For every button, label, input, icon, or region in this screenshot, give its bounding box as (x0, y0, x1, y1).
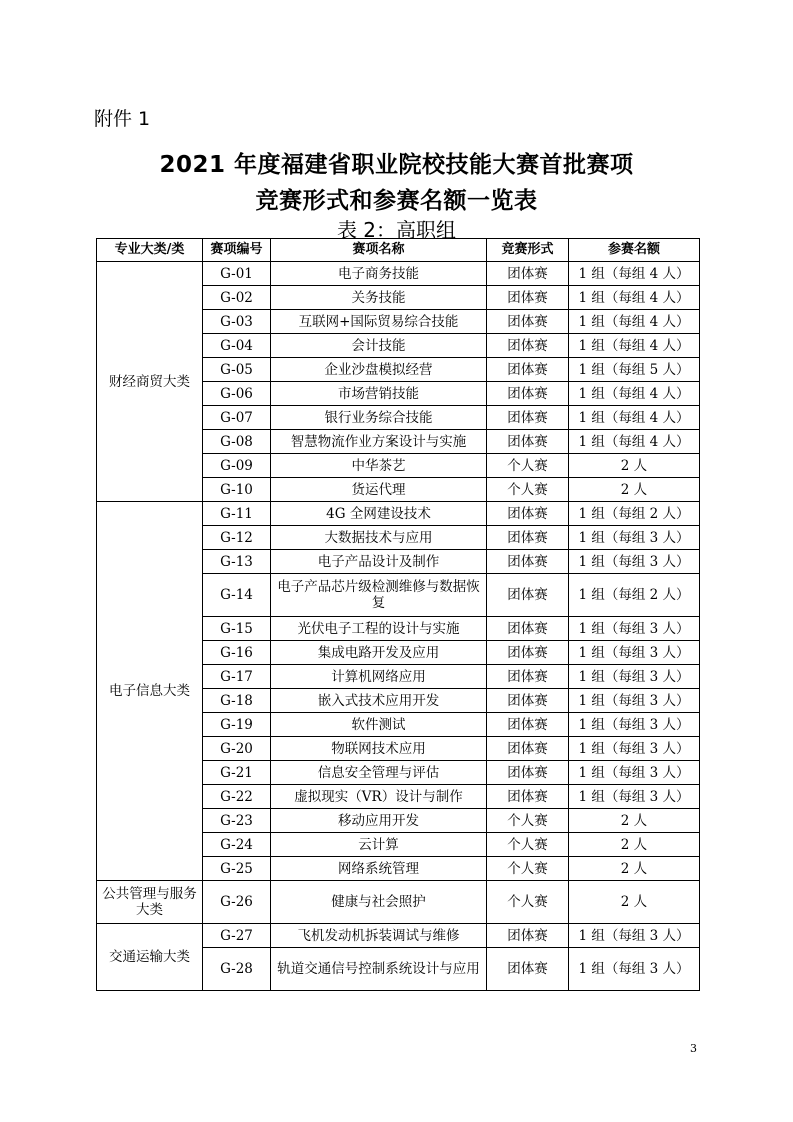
header-category: 专业大类/类 (97, 239, 203, 262)
quota-cell: 1 组（每组 3 人） (569, 550, 700, 574)
form-cell: 个人赛 (487, 809, 569, 833)
category-cell: 交通运输大类 (97, 924, 203, 991)
code-cell: G-01 (203, 262, 271, 286)
category-cell: 财经商贸大类 (97, 262, 203, 502)
name-cell: 银行业务综合技能 (271, 406, 487, 430)
form-cell: 团体赛 (487, 924, 569, 948)
name-cell: 软件测试 (271, 713, 487, 737)
name-cell: 电子产品芯片级检测维修与数据恢复 (271, 574, 487, 617)
table-row (97, 502, 700, 526)
header-quota: 参赛名额 (569, 239, 700, 262)
name-cell: 移动应用开发 (271, 809, 487, 833)
quota-cell: 1 组（每组 4 人） (569, 406, 700, 430)
form-cell: 团体赛 (487, 948, 569, 991)
code-cell: G-09 (203, 454, 271, 478)
code-cell: G-18 (203, 689, 271, 713)
code-cell: G-12 (203, 526, 271, 550)
code-cell: G-13 (203, 550, 271, 574)
table-row (97, 881, 700, 924)
table-header-row (97, 239, 700, 262)
name-cell: 互联网+国际贸易综合技能 (271, 310, 487, 334)
code-cell: G-15 (203, 617, 271, 641)
name-cell: 云计算 (271, 833, 487, 857)
quota-cell: 2 人 (569, 881, 700, 924)
code-cell: G-05 (203, 358, 271, 382)
code-cell: G-11 (203, 502, 271, 526)
header-form: 竞赛形式 (487, 239, 569, 262)
code-cell: G-25 (203, 857, 271, 881)
name-cell: 中华茶艺 (271, 454, 487, 478)
name-cell: 嵌入式技术应用开发 (271, 689, 487, 713)
form-cell: 团体赛 (487, 641, 569, 665)
quota-cell: 1 组（每组 5 人） (569, 358, 700, 382)
form-cell: 团体赛 (487, 430, 569, 454)
code-cell: G-08 (203, 430, 271, 454)
form-cell: 团体赛 (487, 574, 569, 617)
form-cell: 个人赛 (487, 833, 569, 857)
form-cell: 个人赛 (487, 881, 569, 924)
form-cell: 团体赛 (487, 382, 569, 406)
document-title-line1: 2021 年度福建省职业院校技能大赛首批赛项 (159, 152, 634, 178)
form-cell: 团体赛 (487, 665, 569, 689)
quota-cell: 1 组（每组 4 人） (569, 382, 700, 406)
code-cell: G-06 (203, 382, 271, 406)
name-cell: 集成电路开发及应用 (271, 641, 487, 665)
name-cell: 4G 全网建设技术 (271, 502, 487, 526)
name-cell: 电子商务技能 (271, 262, 487, 286)
name-cell: 物联网技术应用 (271, 737, 487, 761)
code-cell: G-16 (203, 641, 271, 665)
code-cell: G-19 (203, 713, 271, 737)
quota-cell: 1 组（每组 3 人） (569, 924, 700, 948)
quota-cell: 1 组（每组 3 人） (569, 617, 700, 641)
page-number: 3 (690, 1042, 697, 1055)
quota-cell: 1 组（每组 3 人） (569, 785, 700, 809)
name-cell: 电子产品设计及制作 (271, 550, 487, 574)
code-cell: G-24 (203, 833, 271, 857)
name-cell: 飞机发动机拆装调试与维修 (271, 924, 487, 948)
code-cell: G-21 (203, 761, 271, 785)
form-cell: 团体赛 (487, 334, 569, 358)
header-name: 赛项名称 (271, 239, 487, 262)
quota-cell: 1 组（每组 3 人） (569, 689, 700, 713)
code-cell: G-22 (203, 785, 271, 809)
form-cell: 团体赛 (487, 358, 569, 382)
competition-table (96, 238, 700, 991)
table-row (97, 924, 700, 948)
name-cell: 市场营销技能 (271, 382, 487, 406)
name-cell: 关务技能 (271, 286, 487, 310)
form-cell: 团体赛 (487, 785, 569, 809)
table-subtitle: 表 2：高职组 (336, 218, 457, 242)
name-cell: 光伏电子工程的设计与实施 (271, 617, 487, 641)
code-cell: G-10 (203, 478, 271, 502)
form-cell: 团体赛 (487, 689, 569, 713)
form-cell: 团体赛 (487, 526, 569, 550)
form-cell: 团体赛 (487, 310, 569, 334)
quota-cell: 1 组（每组 3 人） (569, 641, 700, 665)
form-cell: 团体赛 (487, 550, 569, 574)
quota-cell: 1 组（每组 4 人） (569, 286, 700, 310)
quota-cell: 1 组（每组 3 人） (569, 948, 700, 991)
table-row (97, 262, 700, 286)
name-cell: 网络系统管理 (271, 857, 487, 881)
quota-cell: 1 组（每组 3 人） (569, 526, 700, 550)
quota-cell: 1 组（每组 2 人） (569, 502, 700, 526)
form-cell: 团体赛 (487, 286, 569, 310)
code-cell: G-03 (203, 310, 271, 334)
form-cell: 个人赛 (487, 478, 569, 502)
quota-cell: 2 人 (569, 809, 700, 833)
form-cell: 团体赛 (487, 713, 569, 737)
form-cell: 团体赛 (487, 406, 569, 430)
code-cell: G-04 (203, 334, 271, 358)
name-cell: 虚拟现实（VR）设计与制作 (271, 785, 487, 809)
quota-cell: 1 组（每组 2 人） (569, 574, 700, 617)
code-cell: G-23 (203, 809, 271, 833)
name-cell: 信息安全管理与评估 (271, 761, 487, 785)
quota-cell: 1 组（每组 3 人） (569, 761, 700, 785)
name-cell: 货运代理 (271, 478, 487, 502)
document-title-line2: 竞赛形式和参赛名额一览表 (255, 188, 538, 214)
quota-cell: 1 组（每组 4 人） (569, 310, 700, 334)
name-cell: 会计技能 (271, 334, 487, 358)
quota-cell: 1 组（每组 4 人） (569, 430, 700, 454)
form-cell: 团体赛 (487, 502, 569, 526)
code-cell: G-26 (203, 881, 271, 924)
code-cell: G-02 (203, 286, 271, 310)
quota-cell: 2 人 (569, 857, 700, 881)
quota-cell: 1 组（每组 4 人） (569, 334, 700, 358)
quota-cell: 1 组（每组 3 人） (569, 713, 700, 737)
quota-cell: 2 人 (569, 833, 700, 857)
quota-cell: 2 人 (569, 454, 700, 478)
form-cell: 团体赛 (487, 262, 569, 286)
category-cell: 公共管理与服务大类 (97, 881, 203, 924)
form-cell: 个人赛 (487, 857, 569, 881)
quota-cell: 1 组（每组 3 人） (569, 665, 700, 689)
form-cell: 个人赛 (487, 454, 569, 478)
name-cell: 大数据技术与应用 (271, 526, 487, 550)
code-cell: G-28 (203, 948, 271, 991)
category-cell: 电子信息大类 (97, 502, 203, 881)
name-cell: 智慧物流作业方案设计与实施 (271, 430, 487, 454)
header-code: 赛项编号 (203, 239, 271, 262)
quota-cell: 2 人 (569, 478, 700, 502)
quota-cell: 1 组（每组 4 人） (569, 262, 700, 286)
quota-cell: 1 组（每组 3 人） (569, 737, 700, 761)
name-cell: 轨道交通信号控制系统设计与应用 (271, 948, 487, 991)
form-cell: 团体赛 (487, 737, 569, 761)
form-cell: 团体赛 (487, 761, 569, 785)
code-cell: G-20 (203, 737, 271, 761)
code-cell: G-07 (203, 406, 271, 430)
name-cell: 健康与社会照护 (271, 881, 487, 924)
name-cell: 企业沙盘模拟经营 (271, 358, 487, 382)
code-cell: G-27 (203, 924, 271, 948)
name-cell: 计算机网络应用 (271, 665, 487, 689)
form-cell: 团体赛 (487, 617, 569, 641)
annex-label: 附件 1 (94, 108, 151, 130)
code-cell: G-14 (203, 574, 271, 617)
code-cell: G-17 (203, 665, 271, 689)
